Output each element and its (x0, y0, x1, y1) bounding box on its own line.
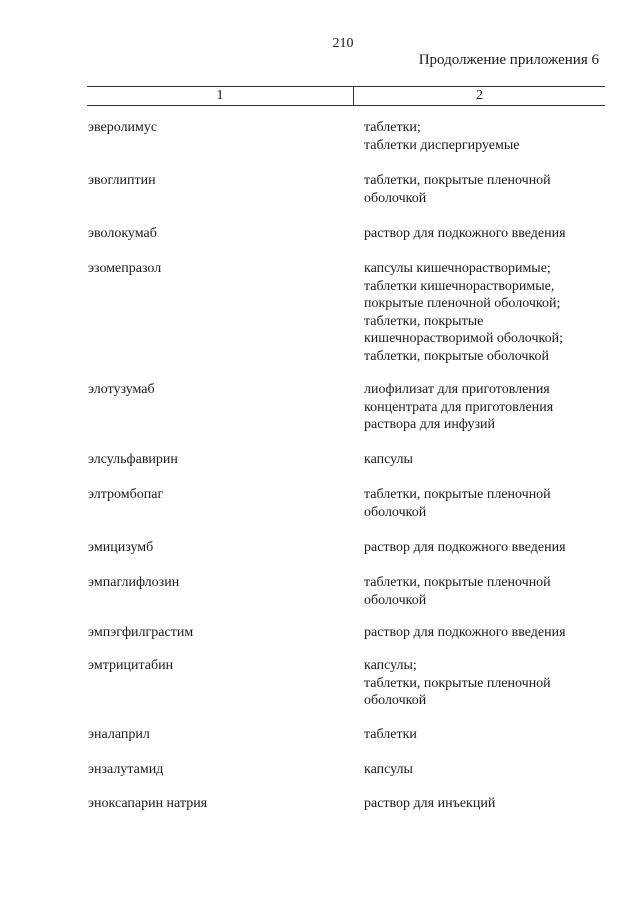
dosage-form-line: концентрата для приготовления (364, 399, 554, 415)
dosage-form-line: раствор для подкожного введения (364, 625, 566, 640)
dosage-forms (364, 795, 495, 813)
drug-name: эволокумаб (88, 226, 157, 241)
dosage-forms (364, 381, 553, 434)
drug-name: элотузумаб (88, 382, 155, 397)
dosage-form-line: раствор для подкожного введения (364, 540, 566, 555)
dosage-form-line: оболочкой (364, 504, 427, 520)
drug-name: эноксапарин натрия (88, 796, 208, 811)
dosage-form-line: раствора для инфузий (364, 417, 496, 432)
dosage-forms (364, 486, 551, 521)
dosage-form-line: кишечнорастворимой оболочкой; (364, 331, 563, 346)
dosage-form-line: раствор для инъекций (364, 796, 496, 811)
dosage-form-line: таблетки, покрытые пленочной (364, 173, 551, 188)
dosage-form-line: оболочкой (364, 190, 427, 206)
dosage-forms (364, 574, 551, 609)
dosage-form-line: таблетки, покрытые оболочкой (364, 348, 550, 364)
dosage-form-line: лиофилизат для приготовления (364, 382, 550, 397)
dosage-form-line: таблетки; (364, 120, 421, 135)
drug-name: элтромбопаг (88, 487, 164, 502)
dosage-form-line: раствор для подкожного введения (364, 226, 566, 241)
dosage-forms (364, 539, 566, 557)
dosage-form-line: капсулы; (364, 658, 417, 673)
drug-name: эзомепразол (88, 261, 162, 276)
dosage-forms (364, 657, 551, 710)
column-header-1: 1 (216, 88, 224, 103)
dosage-form-line: капсулы (364, 452, 413, 467)
dosage-forms (364, 761, 413, 779)
drug-name: эналаприл (88, 727, 150, 742)
drug-name: эверолимус (88, 120, 158, 135)
dosage-form-line: таблетки диспергируемые (364, 137, 520, 153)
dosage-form-line: капсулы (364, 762, 413, 777)
dosage-form-line: таблетки, покрытые пленочной (364, 675, 551, 691)
dosage-form-line: таблетки кишечнорастворимые, (364, 278, 555, 294)
dosage-forms (364, 726, 417, 744)
drug-name: эмтрицитабин (88, 658, 174, 673)
drug-name: эмицизумб (88, 540, 154, 555)
drug-name: эмпаглифлозин (88, 575, 180, 590)
drug-name: эвоглиптин (88, 173, 156, 188)
dosage-forms (364, 225, 566, 243)
dosage-form-line: капсулы кишечнорастворимые; (364, 261, 551, 276)
column-header-2: 2 (476, 88, 483, 103)
dosage-form-line: таблетки (364, 727, 417, 742)
dosage-forms (364, 624, 566, 642)
dosage-form-line: таблетки, покрытые (364, 313, 484, 329)
drug-name: эмпэгфилграстим (88, 625, 194, 640)
dosage-forms (364, 451, 413, 469)
drug-name: энзалутамид (88, 762, 164, 777)
dosage-form-line: таблетки, покрытые пленочной (364, 487, 551, 502)
dosage-forms (364, 260, 563, 365)
dosage-form-line: оболочкой (364, 592, 427, 608)
dosage-form-line: оболочкой (364, 693, 427, 708)
page-number: 210 (332, 36, 354, 51)
dosage-form-line: таблетки, покрытые пленочной (364, 575, 551, 590)
dosage-forms (364, 119, 519, 154)
drug-name: элсульфавирин (88, 452, 178, 467)
continuation-title: Продолжение приложения 6 (418, 52, 599, 68)
dosage-form-line: покрытые пленочной оболочкой; (364, 296, 561, 311)
dosage-forms (364, 172, 551, 207)
